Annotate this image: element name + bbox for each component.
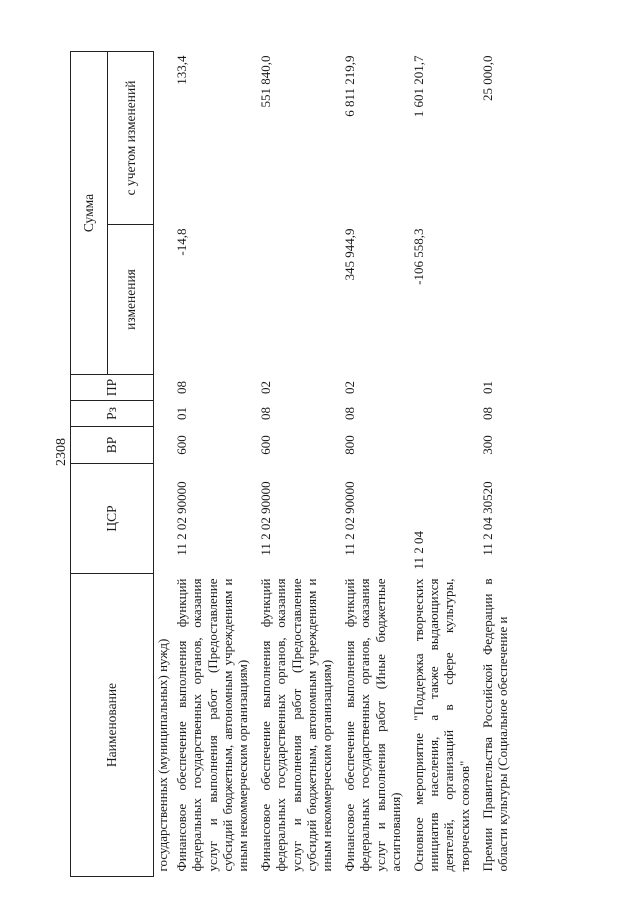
row-name: Финансовое обеспечение выполнения функций федеральных государственных органов, оказания услуг и выполнения работ (Предоставление субсидий бюджетным, автономным учреждениям и иным некоммерческим организациям) (174, 578, 251, 872)
row-total: 6 811 219,9 (342, 55, 358, 117)
header-changes: изменения (108, 225, 154, 375)
row-csr: 11 2 04 (411, 530, 427, 570)
row-csr: 11 2 02 90000 (174, 481, 190, 556)
row-rz: 08 (258, 407, 274, 420)
row-total (154, 51, 171, 224)
row-change: 345 944,9 (342, 228, 358, 281)
row-change (154, 225, 171, 375)
row-name: Финансовое обеспечение выполнения функций федеральных государственных органов, оказания услуг и выполнения работ (Иные бюджетные ассигнования) (342, 578, 403, 872)
row-change: -106 558,3 (411, 228, 427, 285)
row-total: 1 601 201,7 (411, 55, 427, 118)
row-csr: 11 2 02 90000 (342, 481, 358, 556)
table-row (338, 51, 407, 876)
header-name: Наименование (71, 574, 154, 877)
row-vr: 800 (342, 435, 358, 455)
header-pr: ПР (71, 375, 154, 401)
row-pr (407, 375, 476, 401)
page-number: 2308 (54, 438, 69, 466)
row-rz (407, 401, 476, 427)
table-row (254, 51, 338, 876)
row-total: 551 840,0 (258, 55, 274, 108)
row-pr: 02 (258, 381, 274, 394)
row-rz (154, 401, 171, 427)
budget-table-rotated (70, 52, 570, 877)
row-csr: 11 2 04 30520 (479, 481, 495, 556)
row-name: государственных (муниципальных) нужд) (155, 638, 170, 872)
row-vr (154, 427, 171, 464)
row-change: -14,8 (174, 228, 190, 256)
row-change (476, 225, 514, 375)
row-name: Финансовое обеспечение выполнения функций федеральных государственных органов, оказания услуг и выполнения работ (Предоставление субсидий бюджетным, автономным учреждениям и иным некоммерческим организациям) (258, 578, 335, 872)
row-vr (407, 427, 476, 464)
row-csr: 11 2 02 90000 (258, 481, 274, 556)
table-row (407, 51, 476, 876)
budget-table (70, 51, 514, 877)
row-pr: 08 (174, 381, 190, 394)
table-row (476, 51, 514, 876)
row-rz: 08 (479, 407, 495, 420)
row-pr (154, 375, 171, 401)
header-vr: ВР (71, 427, 154, 464)
row-name: Основное мероприятие "Поддержка творческих инициатив населения, а также выдающихся деятелей, организаций в сфере культуры, творческих союзов" (411, 578, 472, 872)
header-csr: ЦСР (71, 464, 154, 574)
row-csr (154, 464, 171, 574)
row-pr: 02 (342, 381, 358, 394)
row-vr: 600 (258, 435, 274, 455)
row-pr: 01 (479, 381, 495, 394)
header-with-changes: с учетом изменений (108, 51, 154, 224)
header-rz: Рз (71, 401, 154, 427)
row-total: 133,4 (174, 55, 190, 85)
row-rz: 01 (174, 407, 190, 420)
row-name: Премии Правительства Российской Федерации в области культуры (Социальное обеспечение и (479, 578, 511, 872)
table-row (154, 51, 171, 876)
header-sum: Сумма (71, 51, 108, 374)
row-total: 25 000,0 (479, 55, 495, 101)
row-vr: 600 (174, 435, 190, 455)
row-change (254, 225, 338, 375)
row-rz: 08 (342, 407, 358, 420)
table-row (170, 51, 254, 876)
row-vr: 300 (479, 435, 495, 455)
